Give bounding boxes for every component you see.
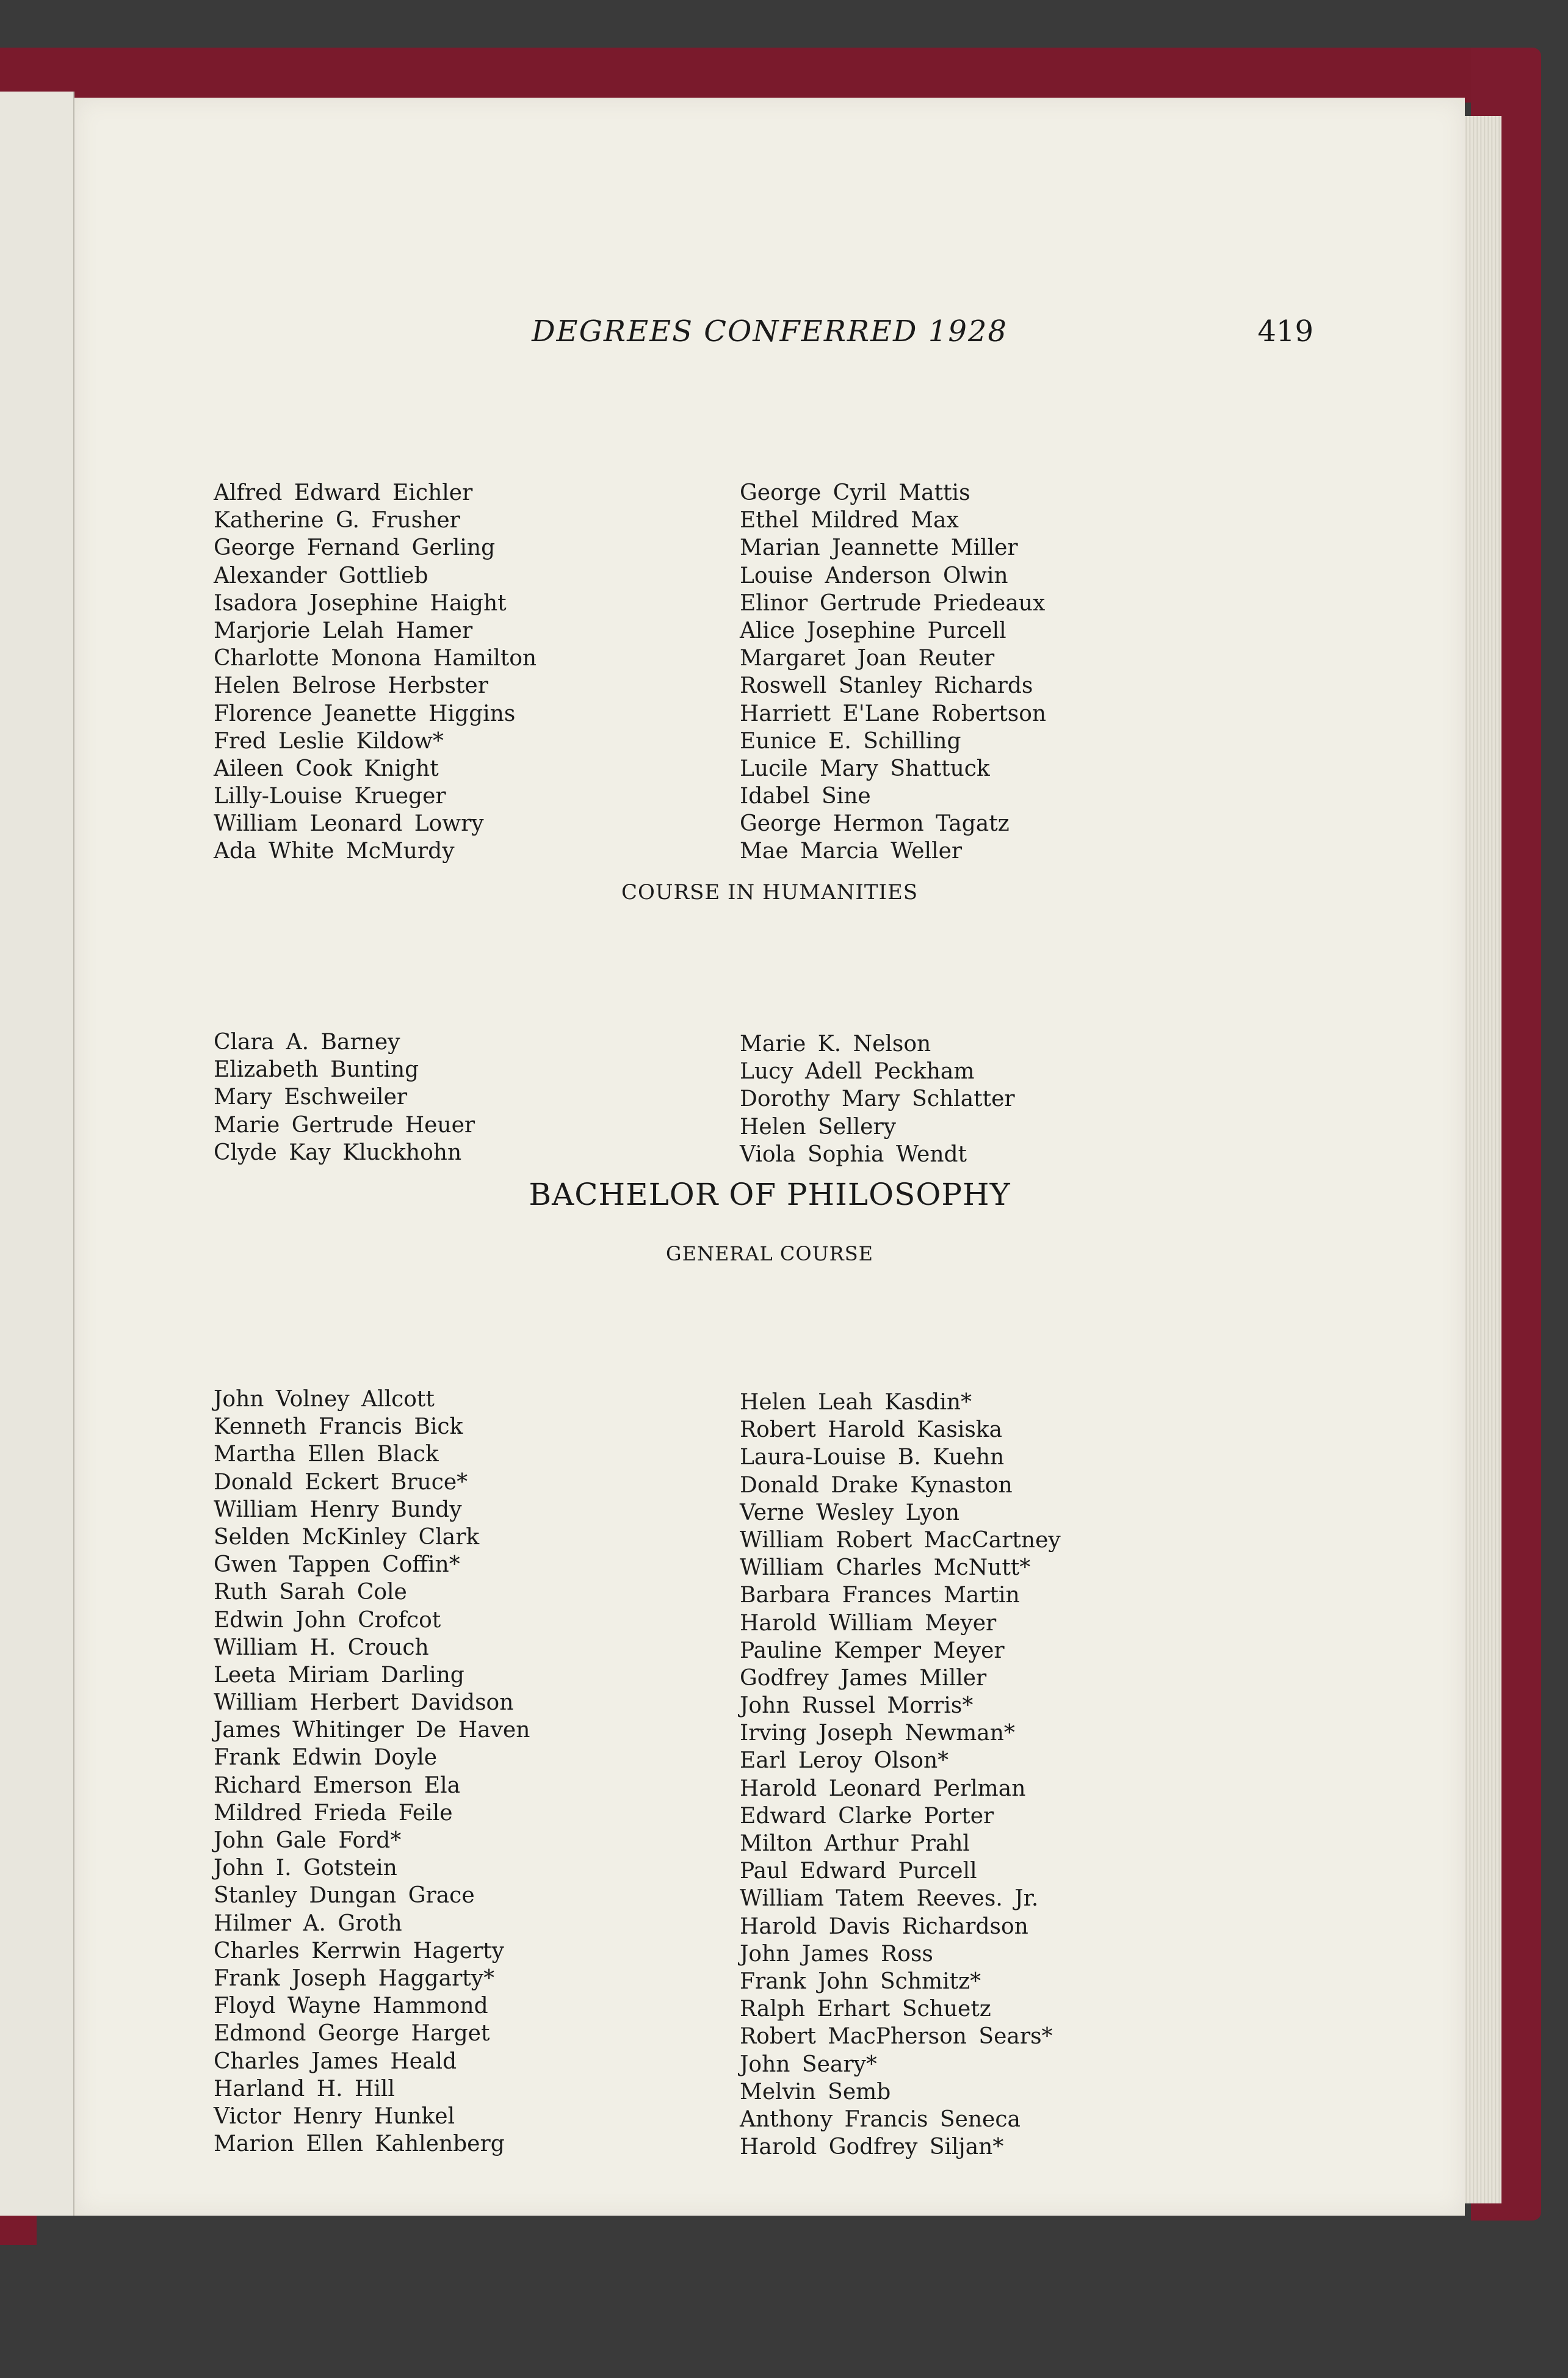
graduate-name: Floyd Wayne Hammond — [214, 1993, 488, 2019]
graduate-name: Frank Edwin Doyle — [214, 1745, 438, 1771]
graduate-name: Elinor Gertrude Priedeaux — [740, 590, 1046, 616]
graduate-name: Aileen Cook Knight — [214, 756, 439, 781]
graduate-name: William Tatem Reeves. Jr. — [740, 1886, 1039, 1912]
graduate-name: Charles Kerrwin Hagerty — [214, 1938, 504, 1964]
running-header: DEGREES CONFERRED 1928 — [532, 314, 1008, 349]
graduate-name: Katherine G. Frusher — [214, 508, 460, 533]
graduate-name: Helen Belrose Herbster — [214, 673, 488, 699]
graduate-name: James Whitinger De Haven — [214, 1718, 530, 1743]
name-list-philosophy-left — [214, 1386, 530, 2158]
graduate-name: John James Ross — [740, 1941, 933, 1967]
graduate-name: William Henry Bundy — [214, 1497, 462, 1522]
graduate-name: Milton Arthur Prahl — [740, 1831, 970, 1856]
graduate-name: Godfrey James Miller — [740, 1665, 987, 1691]
graduate-name: Selden McKinley Clark — [214, 1524, 480, 1550]
graduate-name: Charles James Heald — [214, 2048, 457, 2074]
graduate-name: Elizabeth Bunting — [214, 1057, 419, 1083]
graduate-name: Verne Wesley Lyon — [740, 1500, 960, 1525]
graduate-name: Viola Sophia Wendt — [740, 1141, 967, 1167]
graduate-name: John Seary* — [740, 2051, 877, 2077]
graduate-name: Richard Emerson Ela — [214, 1773, 461, 1798]
graduate-name: Donald Eckert Bruce* — [214, 1469, 468, 1495]
graduate-name: Earl Leroy Olson* — [740, 1748, 949, 1774]
graduate-name: Helen Leah Kasdin* — [740, 1390, 972, 1415]
graduate-name: Charlotte Monona Hamilton — [214, 646, 537, 671]
graduate-name: Marion Ellen Kahlenberg — [214, 2131, 505, 2157]
graduate-name: Stanley Dungan Grace — [214, 1883, 475, 1909]
graduate-name: Ethel Mildred Max — [740, 508, 959, 533]
graduate-name: Marie Gertrude Heuer — [214, 1112, 475, 1138]
book-cover-top — [0, 48, 1526, 103]
graduate-name: Lucile Mary Shattuck — [740, 756, 990, 781]
graduate-name: Florence Jeanette Higgins — [214, 701, 516, 726]
graduate-name: Alice Josephine Purcell — [740, 618, 1006, 643]
graduate-name: John Volney Allcott — [214, 1387, 435, 1412]
graduate-name: Alfred Edward Eichler — [214, 480, 473, 505]
graduate-name: Dorothy Mary Schlatter — [740, 1086, 1015, 1112]
graduate-name: Harold William Meyer — [740, 1610, 997, 1636]
graduate-name: George Cyril Mattis — [740, 480, 970, 505]
graduate-name: George Fernand Gerling — [214, 535, 496, 561]
graduate-name: Melvin Semb — [740, 2079, 891, 2105]
name-list-humanities-right — [740, 1030, 1015, 1168]
name-list-humanities-left — [214, 1028, 475, 1166]
graduate-name: Lilly-Louise Krueger — [214, 784, 446, 809]
graduate-name: Marian Jeannette Miller — [740, 535, 1018, 561]
graduate-name: Ada White McMurdy — [214, 839, 455, 864]
graduate-name: William Charles McNutt* — [740, 1555, 1031, 1581]
graduate-name: Donald Drake Kynaston — [740, 1472, 1013, 1498]
graduate-name: Louise Anderson Olwin — [740, 563, 1008, 588]
graduate-name: Fred Leslie Kildow* — [214, 728, 444, 754]
graduate-name: Mildred Frieda Feile — [214, 1800, 453, 1826]
graduate-name: Hilmer A. Groth — [214, 1910, 402, 1936]
graduate-name: Harriett E'Lane Robertson — [740, 701, 1047, 726]
graduate-name: Eunice E. Schilling — [740, 728, 961, 754]
graduate-name: Isadora Josephine Haight — [214, 590, 507, 616]
section-heading-bachelor-philosophy: BACHELOR OF PHILOSOPHY — [529, 1177, 1011, 1212]
graduate-name: John Russel Morris* — [740, 1693, 974, 1719]
graduate-name: Edwin John Crofcot — [214, 1607, 441, 1633]
graduate-name: Clara A. Barney — [214, 1030, 400, 1055]
graduate-name: Paul Edward Purcell — [740, 1859, 977, 1884]
page-content — [74, 98, 1465, 2216]
graduate-name: Mae Marcia Weller — [740, 839, 963, 864]
page-number: 419 — [1257, 314, 1313, 349]
graduate-name: Alexander Gottlieb — [214, 563, 428, 588]
graduate-name: Clyde Kay Kluckhohn — [214, 1140, 462, 1165]
graduate-name: Margaret Joan Reuter — [740, 646, 995, 671]
graduate-name: Harold Davis Richardson — [740, 1914, 1028, 1939]
facing-page-edge — [0, 92, 74, 2216]
graduate-name: Irving Joseph Newman* — [740, 1721, 1015, 1746]
graduate-name: William Herbert Davidson — [214, 1690, 514, 1716]
graduate-name: Lucy Adell Peckham — [740, 1059, 975, 1085]
name-list-philosophy-right — [740, 1389, 1061, 2161]
graduate-name: Barbara Frances Martin — [740, 1583, 1020, 1608]
graduate-name: Ruth Sarah Cole — [214, 1580, 407, 1605]
name-list-top-left — [214, 479, 537, 866]
book-page — [74, 98, 1465, 2216]
graduate-name: Roswell Stanley Richards — [740, 673, 1033, 699]
graduate-name: Robert MacPherson Sears* — [740, 2024, 1053, 2050]
graduate-name: John I. Gotstein — [214, 1856, 397, 1881]
graduate-name: Edmond George Harget — [214, 2021, 490, 2047]
graduate-name: George Hermon Tagatz — [740, 811, 1010, 837]
graduate-name: Victor Henry Hunkel — [214, 2103, 455, 2129]
graduate-name: Mary Eschweiler — [214, 1085, 408, 1110]
graduate-name: Martha Ellen Black — [214, 1442, 439, 1467]
graduate-name: Gwen Tappen Coffin* — [214, 1552, 460, 1578]
graduate-name: Marjorie Lelah Hamer — [214, 618, 473, 643]
graduate-name: Leeta Miriam Darling — [214, 1662, 464, 1688]
name-list-top-right — [740, 479, 1046, 866]
graduate-name: Frank Joseph Haggarty* — [214, 1965, 495, 1991]
graduate-name: Frank John Schmitz* — [740, 1968, 981, 1994]
graduate-name: John Gale Ford* — [214, 1828, 402, 1853]
graduate-name: Ralph Erhart Schuetz — [740, 1997, 991, 2022]
graduate-name: Laura-Louise B. Kuehn — [740, 1445, 1005, 1470]
subheading-general-course: GENERAL COURSE — [666, 1242, 873, 1265]
section-heading-humanities: COURSE IN HUMANITIES — [621, 880, 919, 905]
graduate-name: Harland H. Hill — [214, 2076, 395, 2102]
graduate-name: Harold Leonard Perlman — [740, 1776, 1026, 1801]
graduate-name: Marie K. Nelson — [740, 1032, 931, 1057]
graduate-name: Robert Harold Kasiska — [740, 1417, 1003, 1443]
graduate-name: William Leonard Lowry — [214, 811, 484, 837]
graduate-name: Harold Godfrey Siljan* — [740, 2134, 1004, 2160]
graduate-name: Anthony Francis Seneca — [740, 2106, 1021, 2132]
graduate-name: Kenneth Francis Bick — [214, 1414, 463, 1440]
graduate-name: William Robert MacCartney — [740, 1527, 1061, 1553]
graduate-name: Edward Clarke Porter — [740, 1803, 994, 1829]
graduate-name: Pauline Kemper Meyer — [740, 1638, 1005, 1663]
graduate-name: Helen Sellery — [740, 1114, 896, 1140]
graduate-name: Idabel Sine — [740, 784, 871, 809]
graduate-name: William H. Crouch — [214, 1635, 429, 1660]
